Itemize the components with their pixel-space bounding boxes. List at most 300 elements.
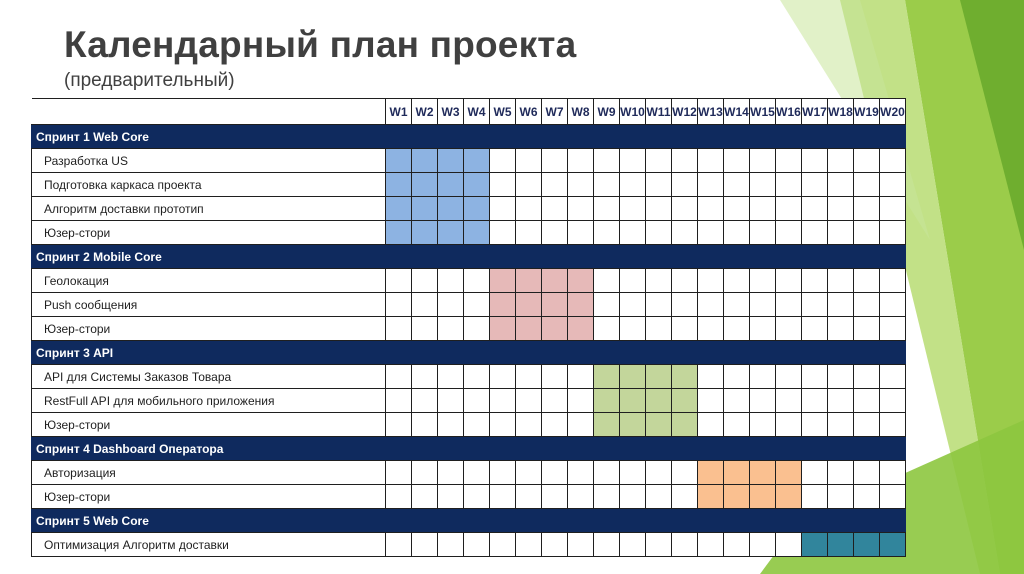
- gantt-cell: [542, 485, 568, 509]
- gantt-cell: [516, 221, 542, 245]
- gantt-cell: [594, 293, 620, 317]
- gantt-cell: [776, 365, 802, 389]
- gantt-cell: [568, 461, 594, 485]
- gantt-cell: [568, 197, 594, 221]
- gantt-cell: [542, 221, 568, 245]
- task-row: [32, 389, 906, 413]
- gantt-cell-active: [386, 197, 412, 221]
- gantt-cell: [490, 365, 516, 389]
- gantt-cell: [750, 173, 776, 197]
- gantt-cell: [724, 149, 750, 173]
- gantt-cell-active: [490, 317, 516, 341]
- gantt-cell: [672, 269, 698, 293]
- task-row: [32, 317, 906, 341]
- gantt-cell: [620, 221, 646, 245]
- gantt-cell: [776, 173, 802, 197]
- gantt-cell-active: [724, 485, 750, 509]
- gantt-cell: [646, 533, 672, 557]
- gantt-cell: [386, 365, 412, 389]
- gantt-cell: [542, 173, 568, 197]
- gantt-cell: [776, 149, 802, 173]
- gantt-cell-active: [672, 365, 698, 389]
- gantt-cell-active: [412, 149, 438, 173]
- task-name: API для Системы Заказов Товара: [32, 365, 386, 389]
- gantt-cell-active: [542, 269, 568, 293]
- gantt-cell-active: [776, 461, 802, 485]
- gantt-cell-active: [438, 221, 464, 245]
- gantt-cell: [854, 461, 880, 485]
- gantt-cell-active: [516, 317, 542, 341]
- gantt-cell: [490, 149, 516, 173]
- task-name: RestFull API для мобильного приложения: [32, 389, 386, 413]
- gantt-cell-active: [672, 389, 698, 413]
- gantt-cell: [594, 269, 620, 293]
- week-header: W14: [724, 99, 750, 125]
- sprint-row: [32, 245, 906, 269]
- gantt-cell: [880, 197, 906, 221]
- gantt-cell: [776, 533, 802, 557]
- gantt-cell: [828, 269, 854, 293]
- gantt-cell: [464, 389, 490, 413]
- gantt-cell: [698, 197, 724, 221]
- gantt-cell: [594, 197, 620, 221]
- gantt-cell: [698, 365, 724, 389]
- gantt-cell: [620, 173, 646, 197]
- task-row: [32, 365, 906, 389]
- gantt-cell: [802, 485, 828, 509]
- week-header: W4: [464, 99, 490, 125]
- gantt-cell-active: [516, 293, 542, 317]
- week-header: W7: [542, 99, 568, 125]
- gantt-cell-active: [750, 485, 776, 509]
- gantt-cell: [646, 293, 672, 317]
- gantt-cell: [386, 389, 412, 413]
- gantt-cell: [750, 389, 776, 413]
- week-header: W18: [828, 99, 854, 125]
- gantt-cell-active: [438, 149, 464, 173]
- task-name: Push сообщения: [32, 293, 386, 317]
- gantt-cell: [386, 269, 412, 293]
- gantt-cell: [438, 533, 464, 557]
- gantt-cell-active: [568, 317, 594, 341]
- task-name: Алгоритм доставки прототип: [32, 197, 386, 221]
- gantt-cell: [464, 365, 490, 389]
- gantt-cell: [672, 197, 698, 221]
- week-header: W13: [698, 99, 724, 125]
- gantt-cell: [516, 533, 542, 557]
- task-row: [32, 269, 906, 293]
- gantt-cell: [880, 173, 906, 197]
- gantt-cell: [776, 197, 802, 221]
- gantt-cell: [490, 533, 516, 557]
- task-name: Геолокация: [32, 269, 386, 293]
- task-row: [32, 197, 906, 221]
- gantt-cell-active: [880, 533, 906, 557]
- gantt-cell: [672, 461, 698, 485]
- schedule-table: [31, 98, 906, 557]
- gantt-cell: [776, 389, 802, 413]
- gantt-cell: [568, 485, 594, 509]
- gantt-cell: [750, 317, 776, 341]
- gantt-cell: [386, 533, 412, 557]
- gantt-cell: [880, 389, 906, 413]
- sprint-row: [32, 437, 906, 461]
- week-header: W19: [854, 99, 880, 125]
- gantt-cell: [516, 197, 542, 221]
- gantt-cell: [490, 461, 516, 485]
- gantt-cell: [854, 197, 880, 221]
- gantt-cell-active: [646, 365, 672, 389]
- gantt-cell: [568, 413, 594, 437]
- gantt-cell-active: [516, 269, 542, 293]
- gantt-cell: [594, 221, 620, 245]
- gantt-cell: [646, 485, 672, 509]
- gantt-cell: [412, 413, 438, 437]
- gantt-cell: [802, 173, 828, 197]
- gantt-cell: [698, 221, 724, 245]
- gantt-cell: [620, 269, 646, 293]
- gantt-cell: [698, 149, 724, 173]
- gantt-cell: [802, 389, 828, 413]
- gantt-cell: [880, 269, 906, 293]
- gantt-cell-active: [490, 293, 516, 317]
- gantt-cell-active: [386, 149, 412, 173]
- week-header: W12: [672, 99, 698, 125]
- gantt-cell: [698, 269, 724, 293]
- gantt-cell-active: [412, 197, 438, 221]
- gantt-cell: [568, 533, 594, 557]
- gantt-cell-active: [620, 365, 646, 389]
- gantt-cell: [620, 533, 646, 557]
- sprint-title: Спринт 3 API: [32, 341, 906, 365]
- gantt-cell: [412, 485, 438, 509]
- week-header: W5: [490, 99, 516, 125]
- gantt-cell: [412, 317, 438, 341]
- gantt-cell: [620, 461, 646, 485]
- gantt-cell-active: [542, 317, 568, 341]
- gantt-cell-active: [490, 269, 516, 293]
- gantt-cell: [750, 269, 776, 293]
- gantt-cell: [594, 485, 620, 509]
- gantt-cell: [802, 461, 828, 485]
- gantt-cell: [724, 389, 750, 413]
- gantt-cell-active: [646, 389, 672, 413]
- task-name: Юзер-стори: [32, 317, 386, 341]
- gantt-cell: [542, 461, 568, 485]
- gantt-cell: [412, 293, 438, 317]
- gantt-cell: [438, 461, 464, 485]
- week-header: W16: [776, 99, 802, 125]
- gantt-cell: [880, 293, 906, 317]
- sprint-title: Спринт 1 Web Core: [32, 125, 906, 149]
- gantt-cell-active: [386, 221, 412, 245]
- gantt-cell-active: [542, 293, 568, 317]
- gantt-cell: [438, 293, 464, 317]
- gantt-cell: [828, 173, 854, 197]
- gantt-cell: [750, 365, 776, 389]
- sprint-title: Спринт 2 Mobile Core: [32, 245, 906, 269]
- gantt-cell: [464, 317, 490, 341]
- gantt-cell: [828, 317, 854, 341]
- gantt-cell: [568, 221, 594, 245]
- gantt-cell: [880, 221, 906, 245]
- gantt-cell: [542, 389, 568, 413]
- gantt-cell-active: [386, 173, 412, 197]
- task-row: [32, 461, 906, 485]
- header-corner: [32, 99, 386, 125]
- gantt-cell: [568, 149, 594, 173]
- week-header: W17: [802, 99, 828, 125]
- gantt-cell: [516, 485, 542, 509]
- gantt-cell: [490, 197, 516, 221]
- gantt-cell: [802, 197, 828, 221]
- gantt-cell: [854, 317, 880, 341]
- gantt-cell: [698, 413, 724, 437]
- gantt-cell: [646, 173, 672, 197]
- gantt-cell-active: [412, 173, 438, 197]
- gantt-cell: [516, 389, 542, 413]
- gantt-cell: [386, 293, 412, 317]
- gantt-cell-active: [620, 389, 646, 413]
- gantt-cell-active: [568, 269, 594, 293]
- gantt-cell: [594, 533, 620, 557]
- task-row: [32, 173, 906, 197]
- gantt-cell: [880, 461, 906, 485]
- gantt-cell-active: [672, 413, 698, 437]
- gantt-cell-active: [464, 173, 490, 197]
- gantt-cell: [672, 149, 698, 173]
- task-row: [32, 413, 906, 437]
- gantt-cell: [672, 533, 698, 557]
- task-name: Оптимизация Алгоритм доставки: [32, 533, 386, 557]
- gantt-cell: [828, 485, 854, 509]
- gantt-cell: [516, 461, 542, 485]
- gantt-cell: [854, 365, 880, 389]
- gantt-cell: [646, 149, 672, 173]
- week-header: W11: [646, 99, 672, 125]
- gantt-cell: [854, 413, 880, 437]
- week-header: W6: [516, 99, 542, 125]
- gantt-cell-active: [464, 149, 490, 173]
- gantt-cell: [464, 413, 490, 437]
- gantt-cell-active: [646, 413, 672, 437]
- gantt-cell: [438, 269, 464, 293]
- gantt-cell: [724, 293, 750, 317]
- gantt-cell-active: [802, 533, 828, 557]
- gantt-cell: [386, 461, 412, 485]
- gantt-cell: [802, 221, 828, 245]
- gantt-cell: [854, 221, 880, 245]
- task-name: Авторизация: [32, 461, 386, 485]
- week-header: W9: [594, 99, 620, 125]
- gantt-cell: [724, 533, 750, 557]
- task-row: [32, 293, 906, 317]
- gantt-cell: [724, 197, 750, 221]
- gantt-cell: [698, 389, 724, 413]
- page-title: Календарный план проекта: [64, 24, 577, 65]
- gantt-cell-active: [750, 461, 776, 485]
- gantt-cell: [802, 317, 828, 341]
- gantt-cell: [672, 485, 698, 509]
- gantt-cell: [724, 413, 750, 437]
- page-subtitle: (предварительный): [64, 70, 235, 91]
- gantt-cell: [672, 317, 698, 341]
- gantt-cell-active: [412, 221, 438, 245]
- gantt-cell-active: [698, 461, 724, 485]
- task-row: [32, 533, 906, 557]
- gantt-cell: [646, 317, 672, 341]
- task-row: [32, 149, 906, 173]
- gantt-cell: [542, 365, 568, 389]
- gantt-cell-active: [438, 173, 464, 197]
- gantt-cell: [412, 269, 438, 293]
- gantt-cell: [620, 293, 646, 317]
- sprint-title: Спринт 4 Dashboard Оператора: [32, 437, 906, 461]
- gantt-cell: [776, 293, 802, 317]
- gantt-cell: [828, 221, 854, 245]
- gantt-cell: [542, 413, 568, 437]
- gantt-cell: [802, 365, 828, 389]
- week-header: W15: [750, 99, 776, 125]
- gantt-cell: [828, 293, 854, 317]
- gantt-cell: [412, 461, 438, 485]
- task-row: [32, 221, 906, 245]
- gantt-cell: [750, 221, 776, 245]
- week-header-row: [32, 99, 906, 125]
- gantt-cell: [386, 485, 412, 509]
- gantt-cell-active: [594, 413, 620, 437]
- gantt-cell: [854, 269, 880, 293]
- gantt-cell: [646, 221, 672, 245]
- gantt-cell: [776, 269, 802, 293]
- sprint-row: [32, 509, 906, 533]
- gantt-cell: [464, 461, 490, 485]
- gantt-cell-active: [464, 221, 490, 245]
- gantt-cell: [776, 413, 802, 437]
- gantt-cell: [646, 269, 672, 293]
- gantt-cell: [620, 317, 646, 341]
- gantt-cell: [516, 173, 542, 197]
- gantt-cell: [568, 173, 594, 197]
- gantt-cell-active: [854, 533, 880, 557]
- task-name: Юзер-стори: [32, 221, 386, 245]
- gantt-cell: [802, 149, 828, 173]
- gantt-cell: [386, 413, 412, 437]
- sprint-title: Спринт 5 Web Core: [32, 509, 906, 533]
- gantt-cell: [802, 413, 828, 437]
- gantt-cell: [672, 293, 698, 317]
- gantt-cell: [464, 293, 490, 317]
- week-header: W20: [880, 99, 906, 125]
- sprint-row: [32, 341, 906, 365]
- gantt-cell: [542, 149, 568, 173]
- gantt-cell: [620, 149, 646, 173]
- gantt-cell-active: [620, 413, 646, 437]
- task-name: Разработка US: [32, 149, 386, 173]
- gantt-cell: [880, 413, 906, 437]
- gantt-cell: [620, 197, 646, 221]
- gantt-cell: [802, 269, 828, 293]
- gantt-cell: [464, 533, 490, 557]
- gantt-cell: [542, 197, 568, 221]
- gantt-cell: [464, 485, 490, 509]
- gantt-cell: [880, 149, 906, 173]
- gantt-cell: [464, 269, 490, 293]
- gantt-cell: [490, 389, 516, 413]
- gantt-cell: [750, 413, 776, 437]
- gantt-cell: [646, 197, 672, 221]
- gantt-cell: [412, 389, 438, 413]
- gantt-cell: [490, 221, 516, 245]
- sprint-row: [32, 125, 906, 149]
- gantt-cell: [438, 485, 464, 509]
- week-header: W8: [568, 99, 594, 125]
- week-header: W3: [438, 99, 464, 125]
- gantt-cell: [698, 533, 724, 557]
- gantt-cell: [698, 173, 724, 197]
- gantt-cell: [438, 365, 464, 389]
- gantt-cell: [438, 389, 464, 413]
- gantt-cell: [724, 221, 750, 245]
- task-row: [32, 485, 906, 509]
- gantt-cell: [672, 173, 698, 197]
- gantt-cell-active: [724, 461, 750, 485]
- gantt-cell: [412, 365, 438, 389]
- gantt-cell: [490, 485, 516, 509]
- gantt-cell: [646, 461, 672, 485]
- gantt-cell: [828, 149, 854, 173]
- task-name: Юзер-стори: [32, 413, 386, 437]
- gantt-cell: [542, 533, 568, 557]
- task-name: Юзер-стори: [32, 485, 386, 509]
- gantt-cell: [620, 485, 646, 509]
- gantt-cell: [880, 485, 906, 509]
- gantt-cell: [594, 173, 620, 197]
- gantt-cell: [828, 365, 854, 389]
- gantt-cell: [724, 173, 750, 197]
- gantt-cell: [490, 173, 516, 197]
- gantt-cell-active: [698, 485, 724, 509]
- gantt-cell: [854, 485, 880, 509]
- gantt-cell: [516, 413, 542, 437]
- gantt-cell-active: [594, 389, 620, 413]
- gantt-cell: [438, 317, 464, 341]
- gantt-cell: [828, 389, 854, 413]
- gantt-cell: [724, 269, 750, 293]
- gantt-cell: [698, 293, 724, 317]
- gantt-cell: [828, 413, 854, 437]
- gantt-cell: [490, 413, 516, 437]
- gantt-cell: [776, 317, 802, 341]
- gantt-cell: [438, 413, 464, 437]
- gantt-cell: [594, 461, 620, 485]
- gantt-cell: [516, 149, 542, 173]
- gantt-cell: [568, 365, 594, 389]
- gantt-cell: [412, 533, 438, 557]
- gantt-cell: [724, 317, 750, 341]
- gantt-cell: [672, 221, 698, 245]
- week-header: W2: [412, 99, 438, 125]
- gantt-cell-active: [568, 293, 594, 317]
- gantt-cell: [750, 533, 776, 557]
- gantt-cell: [568, 389, 594, 413]
- gantt-cell: [724, 365, 750, 389]
- gantt-cell: [880, 365, 906, 389]
- gantt-cell: [386, 317, 412, 341]
- gantt-cell: [854, 389, 880, 413]
- gantt-cell: [802, 293, 828, 317]
- week-header: W1: [386, 99, 412, 125]
